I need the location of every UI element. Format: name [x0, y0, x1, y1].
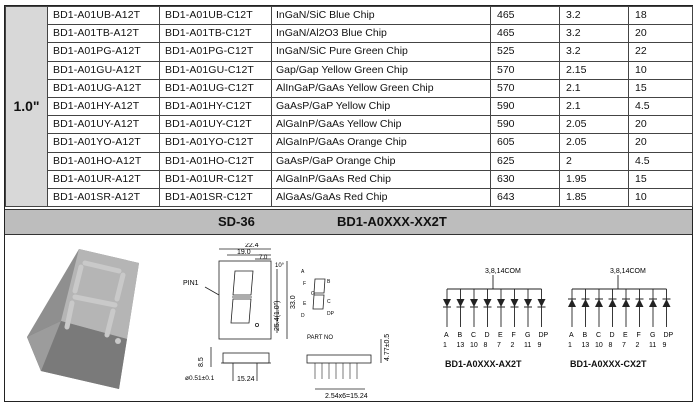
cell-iv: 10	[629, 188, 693, 206]
cell-pn-c: BD1-A01SR-C12T	[160, 188, 272, 206]
cell-material: AlGaInP/GaAs Red Chip	[272, 170, 491, 188]
cell-wavelength: 465	[491, 25, 560, 43]
led-diode-icon	[484, 299, 492, 307]
cell-vf: 2.1	[560, 97, 629, 115]
pin-number: 10	[470, 342, 478, 349]
spec-row	[6, 116, 693, 134]
dim-total-width: 22.4	[245, 243, 259, 249]
segment-label: G	[650, 332, 656, 339]
cell-wavelength: 590	[491, 97, 560, 115]
device-photo	[19, 243, 149, 391]
led-diode-icon	[568, 299, 576, 307]
spec-row	[6, 61, 693, 79]
segment-label: C	[596, 332, 602, 339]
cell-wavelength: 590	[491, 116, 560, 134]
spec-row	[6, 79, 693, 97]
cell-iv: 20	[629, 134, 693, 152]
pin-number: 7	[622, 342, 626, 349]
pin-number: 1	[568, 342, 572, 349]
pin-number: 9	[662, 342, 667, 349]
pin-number: 13	[581, 342, 590, 349]
led-diode-icon	[622, 299, 630, 307]
cell-pn-a: BD1-A01GU-A12T	[48, 61, 160, 79]
spec-table	[5, 6, 693, 207]
cell-wavelength: 570	[491, 61, 560, 79]
cell-pn-c: BD1-A01UG-C12T	[160, 79, 272, 97]
mini-seg-label: B	[327, 279, 331, 285]
spec-row	[6, 97, 693, 115]
dim-seg-width: 7.0	[259, 255, 268, 261]
cell-material: InGaN/SiC Blue Chip	[272, 7, 491, 25]
cell-pn-a: BD1-A01PG-A12T	[48, 43, 160, 61]
cell-pn-a: BD1-A01UB-A12T	[48, 7, 160, 25]
dimension-drawing	[175, 243, 415, 401]
spec-row	[6, 43, 693, 61]
cell-wavelength: 605	[491, 134, 560, 152]
segment-label: C	[471, 332, 477, 339]
cathode-title: BD1-A0XXX-CX2T	[570, 359, 647, 369]
cell-pn-a: BD1-A01UY-A12T	[48, 116, 160, 134]
cell-pn-a: BD1-A01HO-A12T	[48, 152, 160, 170]
cell-iv: 15	[629, 170, 693, 188]
cell-iv: 10	[629, 61, 693, 79]
cell-iv: 22	[629, 43, 693, 61]
cell-material: AlGaInP/GaAs Orange Chip	[272, 134, 491, 152]
cell-iv: 4.5	[629, 152, 693, 170]
segment-label: B	[582, 332, 588, 339]
pin-number: 10	[595, 342, 603, 349]
pin-number: 2	[635, 342, 640, 349]
cell-pn-c: BD1-A01HY-C12T	[160, 97, 272, 115]
cell-pn-a: BD1-A01SR-A12T	[48, 188, 160, 206]
mini-seg-label: F	[303, 281, 307, 287]
cell-pn-c: BD1-A01GU-C12T	[160, 61, 272, 79]
segment-label: DP	[538, 332, 549, 339]
pin-number: 13	[456, 342, 465, 349]
cell-material: AlGaInP/GaAs Yellow Chip	[272, 116, 491, 134]
cell-pn-c: BD1-A01YO-C12T	[160, 134, 272, 152]
pin-number: 1	[443, 342, 447, 349]
cell-vf: 3.2	[560, 43, 629, 61]
segment-label: E	[623, 332, 628, 339]
segment-label: F	[636, 332, 641, 339]
mini-seg-label: DP	[327, 311, 334, 317]
cell-wavelength: 630	[491, 170, 560, 188]
datasheet-panel	[4, 5, 693, 402]
mini-seg-label: C	[327, 299, 331, 305]
cell-wavelength: 643	[491, 188, 560, 206]
segment-label: D	[609, 332, 615, 339]
spec-row	[6, 25, 693, 43]
dim-pin-dia: ø0.51±0.1	[185, 375, 215, 382]
spec-row	[6, 7, 693, 25]
cell-iv: 20	[629, 25, 693, 43]
pin-number: 8	[608, 342, 613, 349]
dim-pin-space: 15.24	[237, 376, 255, 383]
drawing-area	[5, 235, 692, 401]
cell-pn-a: BD1-A01UG-A12T	[48, 79, 160, 97]
cell-pn-a: BD1-A01TB-A12T	[48, 25, 160, 43]
cell-vf: 3.2	[560, 7, 629, 25]
cell-iv: 15	[629, 79, 693, 97]
segment-label: F	[511, 332, 516, 339]
cell-iv: 20	[629, 116, 693, 134]
pin-number: 9	[537, 342, 542, 349]
led-diode-icon	[595, 299, 603, 307]
cell-pn-a: BD1-A01YO-A12T	[48, 134, 160, 152]
pin-number: 8	[483, 342, 488, 349]
segment-label: E	[498, 332, 503, 339]
common-label: 3,8,14COM	[610, 268, 646, 275]
cell-wavelength: 525	[491, 43, 560, 61]
dim-top-inner: 19.0	[237, 249, 251, 256]
mini-seg-label: D	[301, 313, 305, 319]
cell-pn-c: BD1-A01HO-C12T	[160, 152, 272, 170]
cell-material: AlGaAs/GaAs Red Chip	[272, 188, 491, 206]
cell-vf: 1.85	[560, 188, 629, 206]
spec-row	[6, 170, 693, 188]
cell-vf: 1.95	[560, 170, 629, 188]
led-diode-icon	[470, 299, 478, 307]
led-diode-icon	[497, 299, 505, 307]
led-diode-icon	[524, 299, 532, 307]
cell-material: InGaN/SiC Pure Green Chip	[272, 43, 491, 61]
dim-digit-height: 4.77±0.5	[384, 333, 391, 361]
segment-label: DP	[663, 332, 674, 339]
spec-row	[6, 188, 693, 206]
led-diode-icon	[582, 299, 590, 307]
led-diode-icon	[609, 299, 617, 307]
common-label: 3,8,14COM	[485, 268, 521, 275]
cell-iv: 4.5	[629, 97, 693, 115]
dim-depth: 8.5	[198, 357, 205, 367]
package-band	[5, 209, 692, 235]
cell-pn-c: BD1-A01UB-C12T	[160, 7, 272, 25]
segment-label: A	[444, 332, 449, 339]
segment-label: D	[484, 332, 490, 339]
cell-material: InGaN/Al2O3 Blue Chip	[272, 25, 491, 43]
cell-pn-c: BD1-A01UY-C12T	[160, 116, 272, 134]
cell-vf: 3.2	[560, 25, 629, 43]
cell-material: Gap/Gap Yellow Green Chip	[272, 61, 491, 79]
led-diode-icon	[443, 299, 451, 307]
pin-number: 2	[510, 342, 515, 349]
dim-pitch: 2.54x6=15.24	[325, 393, 368, 400]
dim-seg-angle: 10°	[275, 263, 285, 269]
package-code: SD-36	[218, 214, 255, 229]
size-label: 1.0"	[6, 7, 48, 207]
cell-material: GaAsP/GaP Yellow Chip	[272, 97, 491, 115]
cell-wavelength: 465	[491, 7, 560, 25]
cell-pn-a: BD1-A01HY-A12T	[48, 97, 160, 115]
cell-pn-a: BD1-A01UR-A12T	[48, 170, 160, 188]
cell-pn-c: BD1-A01TB-C12T	[160, 25, 272, 43]
cell-material: GaAsP/GaP Orange Chip	[272, 152, 491, 170]
pin-number: 7	[497, 342, 501, 349]
segment-label: A	[569, 332, 574, 339]
spec-row	[6, 134, 693, 152]
cell-vf: 2.15	[560, 61, 629, 79]
cell-pn-c: BD1-A01PG-C12T	[160, 43, 272, 61]
anode-title: BD1-A0XXX-AX2T	[445, 359, 522, 369]
anode-schematic	[437, 265, 555, 373]
cell-vf: 2.05	[560, 116, 629, 134]
mini-seg-label: G	[311, 291, 315, 297]
cell-iv: 18	[629, 7, 693, 25]
led-diode-icon	[636, 299, 644, 307]
mini-seg-label: E	[303, 301, 307, 307]
part-no-label: PART NO	[307, 335, 334, 341]
cell-wavelength: 570	[491, 79, 560, 97]
led-diode-icon	[538, 299, 546, 307]
cell-vf: 2.1	[560, 79, 629, 97]
cell-wavelength: 625	[491, 152, 560, 170]
pin-number: 11	[524, 342, 532, 349]
mini-seg-label: A	[301, 269, 305, 275]
led-diode-icon	[457, 299, 465, 307]
cell-vf: 2	[560, 152, 629, 170]
dim-height: 33.0	[290, 295, 297, 309]
led-diode-icon	[511, 299, 519, 307]
led-diode-icon	[649, 299, 657, 307]
cell-vf: 2.05	[560, 134, 629, 152]
series-code: BD1-A0XXX-XX2T	[337, 214, 447, 229]
cathode-schematic	[562, 265, 680, 373]
cell-material: AlInGaP/GaAs Yellow Green Chip	[272, 79, 491, 97]
led-diode-icon	[663, 299, 671, 307]
pin1-label: PIN1	[183, 280, 199, 287]
spec-row	[6, 152, 693, 170]
segment-label: B	[457, 332, 463, 339]
segment-label: G	[525, 332, 531, 339]
dim-height-label: 25.4(1.0")	[274, 300, 281, 331]
cell-pn-c: BD1-A01UR-C12T	[160, 170, 272, 188]
pin-number: 11	[649, 342, 657, 349]
